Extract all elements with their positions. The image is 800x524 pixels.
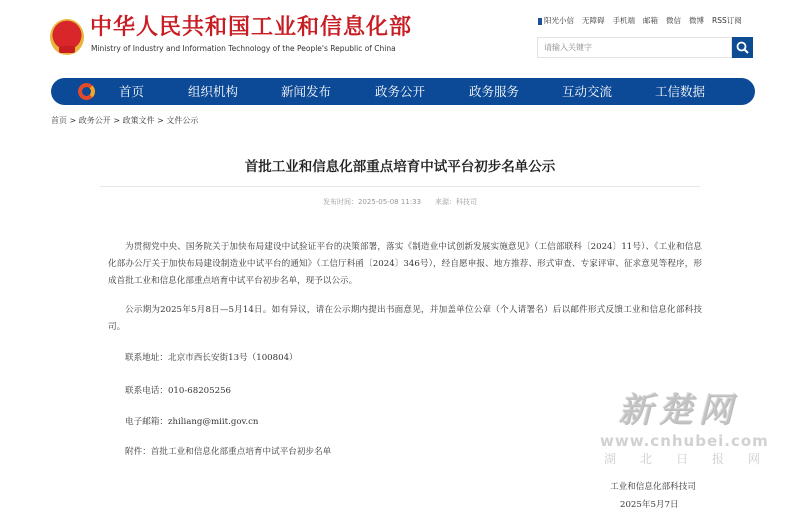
top-link-mobile[interactable]: 手机端 — [612, 16, 635, 25]
site-name-cn[interactable]: 中华人民共和国工业和信息化部 — [90, 15, 413, 40]
contact-phone: 联系电话：010-68205256 — [125, 386, 232, 396]
nav-organization[interactable]: 组织机构 — [188, 84, 239, 99]
watermark — [598, 390, 788, 470]
search-icon — [736, 41, 749, 54]
paragraph-notice-period: 公示期为2025年5月8日—5月14日。如有异议，请在公示期内提出书面意见，并加盖单位公章（个人请署名）后以邮件形式反馈工业和信息化部科技司。 — [108, 305, 702, 332]
watermark-sub: 湖北日报网 — [604, 452, 785, 466]
home-logo-icon[interactable] — [78, 83, 95, 100]
top-link-weibo[interactable]: 微博 — [689, 16, 704, 25]
nav-interaction[interactable]: 互动交流 — [562, 84, 613, 99]
nav-services[interactable]: 政务服务 — [469, 84, 520, 99]
site-name-en: Ministry of Industry and Information Technology of the People's Republic of China — [91, 44, 396, 53]
nav-news[interactable]: 新闻发布 — [281, 84, 332, 99]
paragraph-intro: 为贯彻党中央、国务院关于加快布局建设中试验证平台的决策部署，落实《制造业中试创新发展实施意见》（工信部联科〔2024〕11号）、《工业和信息化部办公厅关于加快布局建设制造业中试平台的通知》（工信厅科函〔2024〕346号），经自愿申报、地方推荐、形式审查、专家评审、征求意见等程序，形成首批工业和信息化部重点培育中试平台初步名单，现予以公示。 — [108, 242, 702, 286]
top-link-label: 阳光小信 — [544, 16, 574, 25]
top-link-mail[interactable]: 邮箱 — [643, 16, 658, 25]
signature: 工业和信息化部科技司 — [610, 482, 696, 492]
top-link-wechat[interactable]: 微信 — [666, 16, 681, 25]
contact-email: 电子邮箱：zhiliang@miit.gov.cn — [125, 417, 259, 427]
national-emblem-logo[interactable] — [50, 19, 84, 55]
top-link-accessibility[interactable]: 无障碍 — [582, 16, 605, 25]
contact-address: 联系地址：北京市西长安街13号（100804） — [125, 353, 298, 363]
top-link-rss[interactable]: RSS订阅 — [712, 16, 742, 25]
watermark-brand: 新楚网 — [618, 390, 738, 430]
article-meta: 发布时间：2025-05-08 11:33 来源：科技司 — [322, 198, 478, 206]
article-title: 首批工业和信息化部重点培育中试平台初步名单公示 — [244, 159, 556, 175]
search-input[interactable]: 请输入关键字 — [537, 37, 732, 58]
flag-icon — [538, 18, 542, 25]
top-link-sunshine[interactable] — [538, 16, 574, 26]
attachment-link[interactable]: 附件：首批工业和信息化部重点培育中试平台初步名单 — [125, 447, 332, 457]
main-nav — [51, 78, 755, 105]
nav-data[interactable]: 工信数据 — [655, 84, 706, 99]
breadcrumb[interactable]: 首页 > 政务公开 > 政策文件 > 文件公示 — [51, 116, 199, 125]
top-links — [538, 16, 742, 26]
signature-date: 2025年5月7日 — [620, 500, 679, 510]
nav-home[interactable]: 首页 — [119, 84, 145, 99]
divider — [100, 186, 700, 187]
nav-government-affairs[interactable]: 政务公开 — [375, 84, 426, 99]
watermark-url: www.cnhubei.com — [600, 432, 769, 450]
search-button[interactable] — [732, 37, 753, 58]
